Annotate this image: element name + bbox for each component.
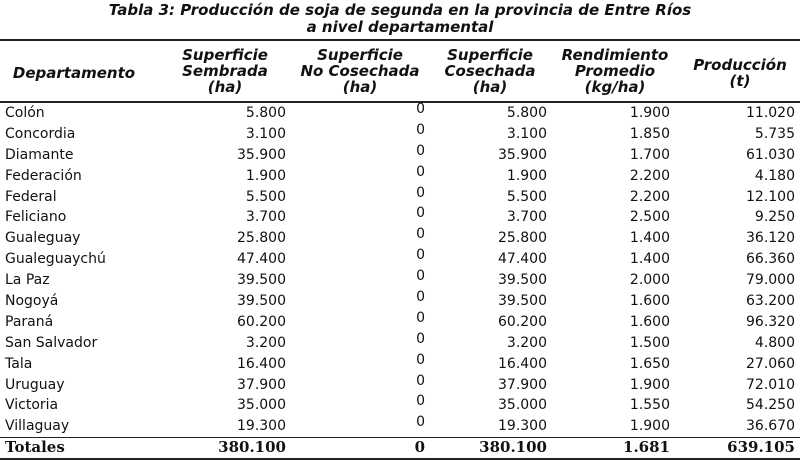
production-table [0, 39, 800, 460]
cell-superficie-sembrada: 39.500 [237, 293, 286, 310]
table-row [0, 372, 800, 396]
cell-rendimiento-promedio: 2.200 [629, 188, 670, 205]
cell-superficie-no-cosechada: 0 [416, 142, 425, 159]
cell-departamento: Concordia [5, 125, 76, 142]
table-row [0, 207, 800, 228]
cell-produccion: 96.320 [746, 313, 795, 330]
cell-rendimiento-promedio: 1.900 [629, 376, 670, 393]
cell-produccion: 27.060 [746, 355, 795, 372]
totals-produccion: 639.105 [727, 438, 795, 457]
cell-departamento: Diamante [5, 146, 74, 163]
cell-superficie-sembrada: 35.000 [237, 397, 286, 414]
cell-rendimiento-promedio: 1.400 [629, 230, 670, 247]
cell-departamento: Federación [5, 167, 82, 184]
cell-superficie-sembrada: 3.100 [245, 125, 286, 142]
header-superficie-no-cosechada: Superficie No Cosechada (ha) [300, 46, 420, 96]
cell-rendimiento-promedio: 1.650 [629, 355, 670, 372]
cell-departamento: San Salvador [5, 334, 98, 351]
cell-superficie-cosechada: 16.400 [498, 355, 547, 372]
cell-superficie-cosechada: 25.800 [498, 230, 547, 247]
cell-superficie-no-cosechada: 0 [416, 393, 425, 410]
cell-rendimiento-promedio: 1.700 [629, 146, 670, 163]
cell-superficie-cosechada: 37.900 [498, 376, 547, 393]
cell-superficie-sembrada: 3.700 [245, 209, 286, 226]
table-row [0, 309, 800, 333]
cell-superficie-sembrada: 5.500 [245, 188, 286, 205]
cell-produccion: 61.030 [746, 146, 795, 163]
cell-produccion: 36.670 [746, 418, 795, 435]
table-row [0, 163, 800, 187]
totals-superficie-sembrada: 380.100 [218, 438, 286, 457]
totals-superficie-cosechada: 380.100 [479, 438, 547, 457]
cell-departamento: Villaguay [5, 418, 70, 435]
cell-superficie-sembrada: 39.500 [237, 272, 286, 289]
table-row [0, 103, 800, 124]
header-rendimiento-promedio: Rendimiento Promedio (kg/ha) [561, 46, 669, 96]
cell-departamento: Gualeguaychú [5, 251, 106, 268]
cell-superficie-no-cosechada: 0 [416, 101, 425, 117]
cell-superficie-no-cosechada: 0 [416, 372, 425, 389]
cell-departamento: Colón [5, 105, 45, 121]
table-row [0, 291, 800, 312]
cell-superficie-sembrada: 1.900 [245, 167, 286, 184]
cell-rendimiento-promedio: 1.600 [629, 313, 670, 330]
cell-superficie-cosechada: 5.800 [506, 105, 547, 121]
cell-superficie-no-cosechada: 0 [416, 351, 425, 368]
cell-produccion: 4.180 [754, 167, 795, 184]
totals-superficie-no-cosechada: 0 [414, 438, 425, 457]
cell-superficie-no-cosechada: 0 [416, 163, 425, 180]
totals-rendimiento-promedio: 1.681 [623, 438, 670, 457]
cell-superficie-cosechada: 39.500 [498, 293, 547, 310]
cell-rendimiento-promedio: 2.500 [629, 209, 670, 226]
cell-superficie-cosechada: 5.500 [506, 188, 547, 205]
cell-rendimiento-promedio: 1.500 [629, 334, 670, 351]
cell-departamento: Paraná [5, 313, 54, 330]
cell-superficie-sembrada: 16.400 [237, 355, 286, 372]
cell-rendimiento-promedio: 2.200 [629, 167, 670, 184]
cell-rendimiento-promedio: 1.900 [629, 105, 670, 121]
cell-departamento: Gualeguay [5, 230, 81, 247]
cell-superficie-sembrada: 5.800 [245, 105, 286, 121]
cell-superficie-cosechada: 19.300 [498, 418, 547, 435]
table-title [0, 2, 800, 36]
cell-produccion: 79.000 [746, 272, 795, 289]
table-row [0, 270, 800, 291]
cell-rendimiento-promedio: 1.900 [629, 418, 670, 435]
cell-departamento: Nogoyá [5, 293, 59, 310]
cell-produccion: 12.100 [746, 188, 795, 205]
cell-rendimiento-promedio: 1.550 [629, 397, 670, 414]
table-row [0, 395, 800, 416]
cell-superficie-no-cosechada: 0 [416, 330, 425, 347]
table-row [0, 351, 800, 375]
cell-superficie-cosechada: 1.900 [506, 167, 547, 184]
table-body [0, 103, 800, 437]
cell-produccion: 4.800 [754, 334, 795, 351]
cell-superficie-no-cosechada: 0 [416, 309, 425, 326]
table-row [0, 228, 800, 249]
table-row [0, 330, 800, 354]
cell-rendimiento-promedio: 1.600 [629, 293, 670, 310]
cell-departamento: Tala [5, 355, 33, 372]
cell-superficie-sembrada: 47.400 [237, 251, 286, 268]
cell-superficie-no-cosechada: 0 [416, 414, 425, 431]
header-produccion: Producción (t) [693, 56, 787, 90]
cell-departamento: Uruguay [5, 376, 65, 393]
cell-produccion: 36.120 [746, 230, 795, 247]
cell-superficie-no-cosechada: 0 [416, 226, 425, 243]
table-row [0, 416, 800, 437]
cell-superficie-no-cosechada: 0 [416, 268, 425, 285]
cell-superficie-cosechada: 35.900 [498, 146, 547, 163]
cell-superficie-no-cosechada: 0 [416, 121, 425, 138]
cell-produccion: 66.360 [746, 251, 795, 268]
cell-superficie-no-cosechada: 0 [416, 184, 425, 201]
cell-departamento: Victoria [5, 397, 59, 414]
table-title-line2: a nivel departamental [306, 18, 494, 36]
cell-superficie-sembrada: 19.300 [237, 418, 286, 435]
cell-departamento: La Paz [5, 272, 50, 289]
table-title-line1: Tabla 3: Producción de soja de segunda en la provincia de Entre Ríos [108, 1, 692, 19]
totals-label: Totales [5, 438, 65, 457]
cell-superficie-sembrada: 37.900 [237, 376, 286, 393]
cell-produccion: 9.250 [754, 209, 795, 226]
table-row [0, 249, 800, 270]
cell-rendimiento-promedio: 2.000 [629, 272, 670, 289]
cell-departamento: Feliciano [5, 209, 67, 226]
cell-produccion: 54.250 [746, 397, 795, 414]
cell-superficie-cosechada: 35.000 [498, 397, 547, 414]
cell-produccion: 5.735 [754, 125, 795, 142]
table-row [0, 142, 800, 166]
cell-departamento: Federal [5, 188, 57, 205]
cell-superficie-no-cosechada: 0 [416, 289, 425, 306]
cell-superficie-no-cosechada: 0 [416, 205, 425, 222]
cell-produccion: 63.200 [746, 293, 795, 310]
cell-superficie-cosechada: 47.400 [498, 251, 547, 268]
cell-superficie-cosechada: 3.200 [506, 334, 547, 351]
cell-produccion: 72.010 [746, 376, 795, 393]
cell-rendimiento-promedio: 1.400 [629, 251, 670, 268]
totals-row [0, 437, 800, 460]
header-departamento: Departamento [12, 64, 136, 82]
table-row [0, 184, 800, 208]
header-superficie-cosechada: Superficie Cosechada (ha) [444, 46, 536, 96]
cell-superficie-cosechada: 3.100 [506, 125, 547, 142]
cell-superficie-sembrada: 25.800 [237, 230, 286, 247]
table-row [0, 121, 800, 145]
cell-superficie-sembrada: 60.200 [237, 313, 286, 330]
cell-superficie-cosechada: 60.200 [498, 313, 547, 330]
header-superficie-sembrada: Superficie Sembrada (ha) [182, 46, 268, 96]
cell-superficie-cosechada: 39.500 [498, 272, 547, 289]
cell-superficie-sembrada: 3.200 [245, 334, 286, 351]
cell-superficie-sembrada: 35.900 [237, 146, 286, 163]
cell-superficie-no-cosechada: 0 [416, 247, 425, 264]
cell-produccion: 11.020 [746, 105, 795, 121]
cell-rendimiento-promedio: 1.850 [629, 125, 670, 142]
table-header [0, 41, 800, 103]
cell-superficie-cosechada: 3.700 [506, 209, 547, 226]
